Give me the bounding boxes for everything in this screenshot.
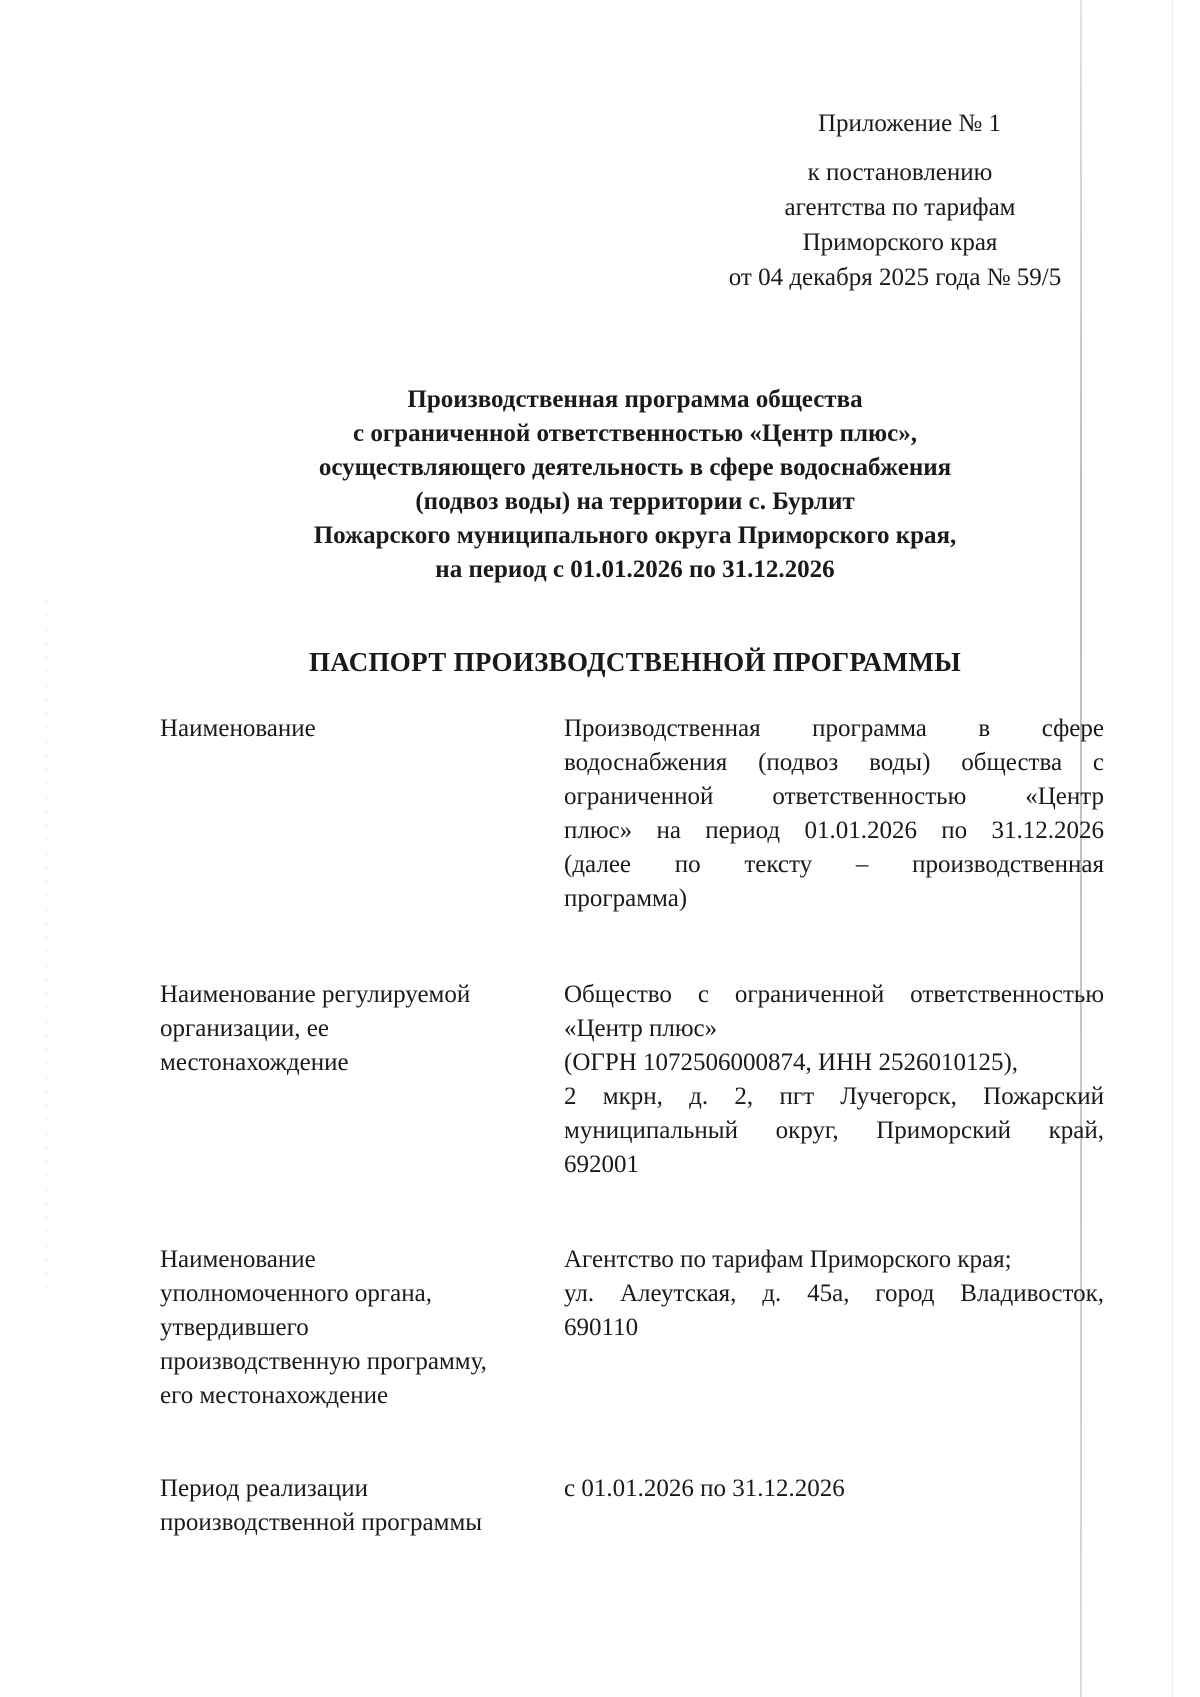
value-line: 2 мкрн, д. 2, пгт Лучегорск, Пожарский xyxy=(564,1083,1104,1110)
passport-heading: ПАСПОРТ ПРОИЗВОДСТВЕННОЙ ПРОГРАММЫ xyxy=(308,647,962,677)
value-line: программа) xyxy=(564,885,688,912)
value-line: «Центр плюс» xyxy=(564,1015,718,1042)
row-value xyxy=(564,1472,1104,1506)
label-line: производственную программу, xyxy=(160,1348,487,1375)
appendix-line: агентства по тарифам xyxy=(784,194,1016,221)
appendix-line: Приморского края xyxy=(802,229,998,256)
label-line: его местонахождение xyxy=(160,1382,389,1409)
value-line: 692001 xyxy=(564,1151,639,1178)
appendix-line: от 04 декабря 2025 года № 59/5 xyxy=(728,264,1062,291)
label-line: утвердившего xyxy=(160,1314,309,1341)
appendix-line: к постановлению xyxy=(807,159,993,186)
document-title xyxy=(200,383,1070,587)
title-line: (подвоз воды) на территории с. Бурлит xyxy=(415,488,855,515)
value-line: ограниченной ответственностью «Центр xyxy=(564,783,1104,810)
row-value xyxy=(564,712,1104,916)
scan-artifact-edge xyxy=(1172,0,1173,1697)
value-line: 690110 xyxy=(564,1314,639,1341)
value-line: ул. Алеутская, д. 45а, город Владивосток, xyxy=(564,1280,1104,1307)
label-line: организации, ее xyxy=(160,1015,329,1042)
label-line: Наименование регулируемой xyxy=(160,981,471,1008)
row-label xyxy=(160,978,550,1080)
value-line: (ОГРН 1072506000874, ИНН 2526010125), xyxy=(564,1049,1019,1076)
label-line: Период реализации xyxy=(160,1475,368,1502)
title-line: на период с 01.01.2026 по 31.12.2026 xyxy=(435,556,835,583)
value-line: плюс» на период 01.01.2026 по 31.12.2026 xyxy=(564,817,1104,844)
label-line: Наименование xyxy=(160,1246,316,1273)
value-line: (далее по тексту – производственная xyxy=(564,851,1104,878)
title-line: с ограниченной ответственностью «Центр плюс», xyxy=(352,420,917,447)
label-line: уполномоченного органа, xyxy=(160,1280,432,1307)
label-line: Наименование xyxy=(160,715,316,742)
appendix-number: Приложение № 1 xyxy=(818,110,1002,137)
row-label xyxy=(160,712,550,746)
title-line: Производственная программа общества xyxy=(407,386,863,413)
label-line: местонахождение xyxy=(160,1049,349,1076)
row-label xyxy=(160,1472,550,1540)
row-value xyxy=(564,1243,1104,1345)
value-line: муниципальный округ, Приморский край, xyxy=(564,1117,1104,1144)
label-line: производственной программы xyxy=(160,1509,483,1536)
row-value xyxy=(564,978,1104,1182)
title-line: Пожарского муниципального округа Приморского края, xyxy=(313,522,957,549)
value-line: с 01.01.2026 по 31.12.2026 xyxy=(564,1475,845,1502)
value-line: Агентство по тарифам Приморского края; xyxy=(564,1246,1012,1273)
value-line: Производственная программа в сфере xyxy=(564,715,1104,742)
title-line: осуществляющего деятельность в сфере водоснабжения xyxy=(318,454,952,481)
row-label xyxy=(160,1243,550,1413)
value-line: водоснабжения (подвоз воды) общества с xyxy=(564,749,1104,776)
value-line: Общество с ограниченной ответственностью xyxy=(564,981,1104,1008)
appendix-header xyxy=(728,106,1065,295)
scan-artifact-dots xyxy=(46,600,47,1300)
